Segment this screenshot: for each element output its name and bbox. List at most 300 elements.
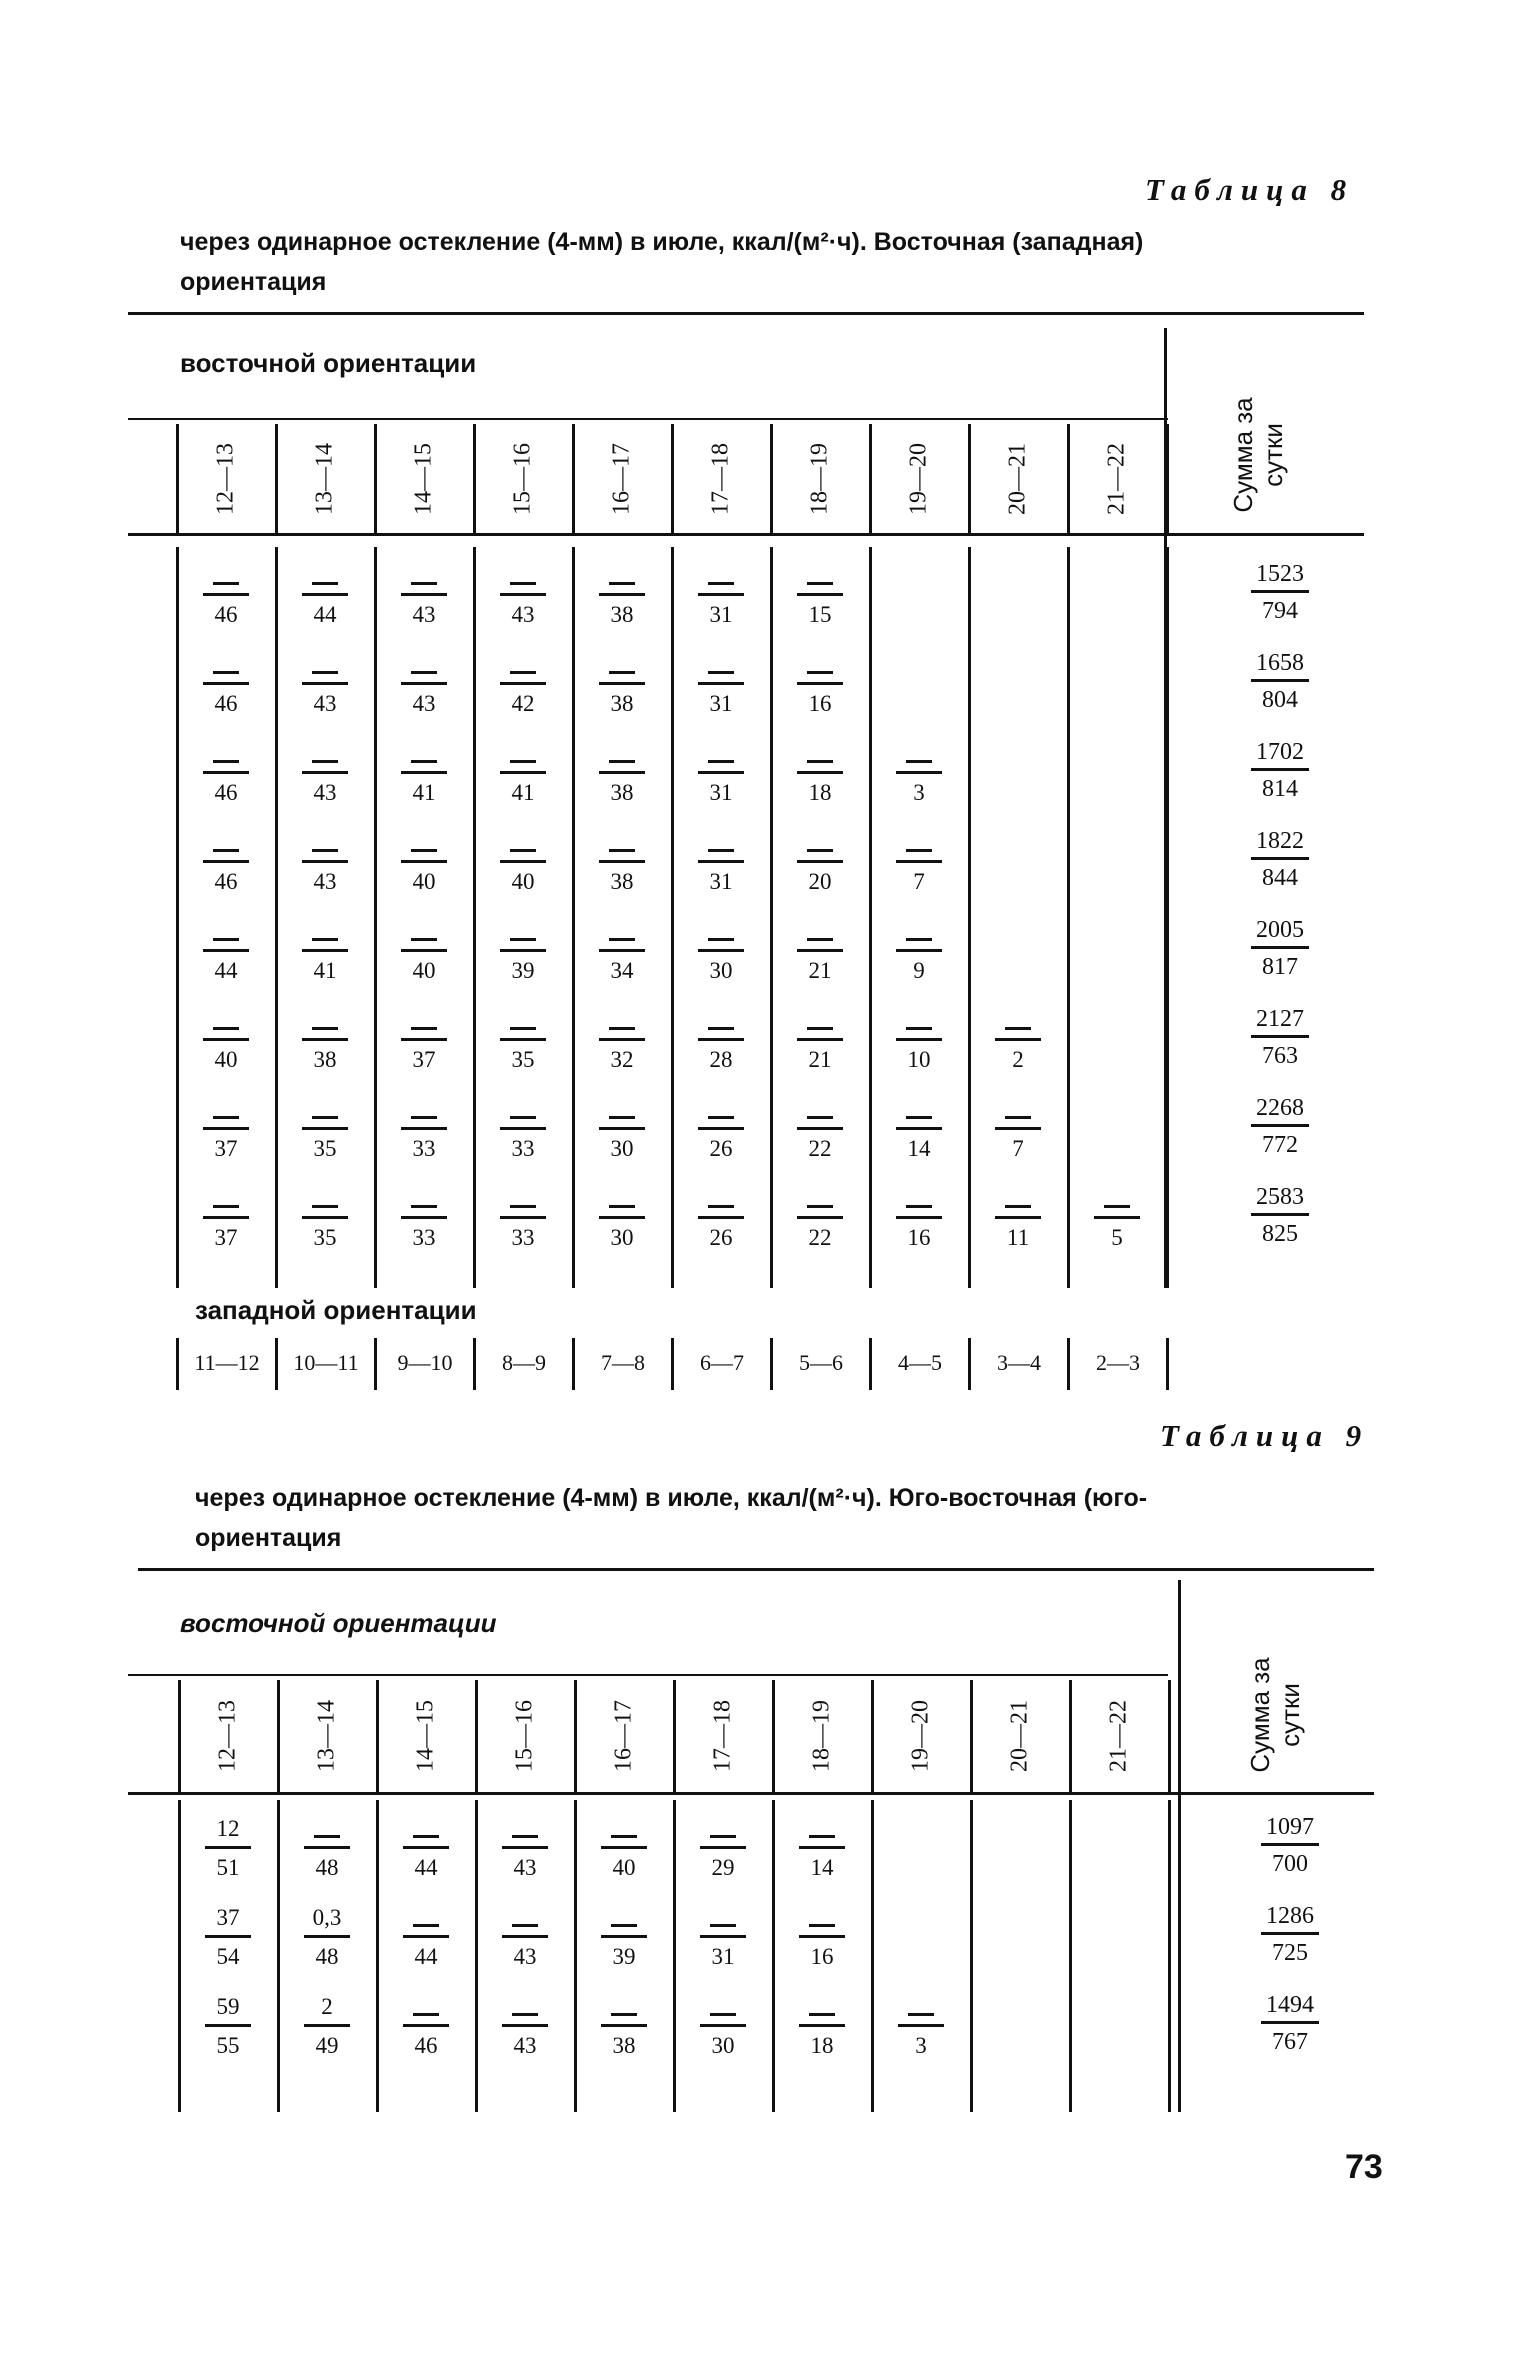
table-cell: [787, 1903, 857, 1972]
table-cell: [587, 1184, 657, 1253]
sum-column-divider: [1178, 1580, 1181, 2112]
dash-mark: [609, 1116, 635, 1119]
column-divider: [673, 1680, 676, 1792]
dash-mark: [708, 1027, 734, 1030]
cell-value: 46: [214, 691, 238, 716]
dash-mark: [809, 1924, 835, 1927]
table-cell: [587, 650, 657, 719]
cell-top-value: [688, 1992, 758, 2022]
cell-value: 9: [913, 958, 925, 983]
cell-value: 40: [612, 1855, 636, 1880]
table-cell: [389, 1095, 459, 1164]
cell-value: 38: [313, 1047, 337, 1072]
dash-mark: [708, 582, 734, 585]
cell-top-value: [191, 739, 261, 769]
cell-value: 42: [511, 691, 535, 716]
hour-header: [495, 1682, 555, 1790]
cell-value: 44: [313, 602, 337, 627]
cell-value: 44: [214, 958, 238, 983]
table-cell: [589, 1903, 659, 1972]
table-cell: [191, 917, 261, 986]
dash-mark: [510, 760, 536, 763]
column-divider: [1067, 547, 1070, 1288]
cell-value: 14: [907, 1136, 931, 1161]
cell-value: 33: [412, 1136, 436, 1161]
table-cell: [686, 1095, 756, 1164]
table-cell: [785, 917, 855, 986]
cell-value: 46: [214, 602, 238, 627]
fraction-bar: [599, 682, 645, 685]
cell-value: 37: [214, 1136, 238, 1161]
cell-value: 43: [513, 1944, 537, 1969]
table-cell: [983, 1184, 1053, 1253]
table-cell: [191, 828, 261, 897]
hour-header-label: 16—17: [610, 1700, 637, 1772]
column-divider: [473, 424, 476, 533]
fraction-bar: [203, 1127, 249, 1130]
fraction-bar: [403, 1935, 449, 1938]
cell-value: 44: [414, 1855, 438, 1880]
cell-value: 46: [214, 780, 238, 805]
column-divider: [869, 424, 872, 533]
cell-top-value: [884, 1184, 954, 1214]
dash-mark: [512, 1924, 538, 1927]
table-cell: [884, 1184, 954, 1253]
table-cell: [1082, 1184, 1152, 1253]
table8-title: Таблица 8: [1145, 172, 1355, 207]
cell-value: 30: [610, 1225, 634, 1250]
fraction-bar: [1251, 1213, 1309, 1216]
cell-top-value: [389, 1095, 459, 1125]
hour-header-label: 13—14: [311, 442, 338, 515]
cell-value: 10: [907, 1047, 931, 1072]
dash-mark: [510, 1205, 536, 1208]
cell-value: 30: [610, 1136, 634, 1161]
daily-sum: [1230, 915, 1330, 982]
table-cell: [490, 1814, 560, 1883]
west-divider: [671, 1338, 674, 1390]
hour-header-label: 16—17: [608, 442, 635, 515]
table-cell: [290, 650, 360, 719]
table-cell: [983, 1006, 1053, 1075]
dash-mark: [510, 849, 536, 852]
dash-mark: [710, 1835, 736, 1838]
fraction-bar: [302, 949, 348, 952]
hour-header: [691, 426, 751, 531]
fraction-bar: [599, 1216, 645, 1219]
hour-header-label: 18—19: [806, 442, 833, 515]
table-cell: [688, 1903, 758, 1972]
cell-top-value: [191, 1006, 261, 1036]
fraction-bar: [799, 2024, 845, 2027]
cell-top-value: [785, 917, 855, 947]
hour-header: [295, 426, 355, 531]
dash-mark: [510, 1116, 536, 1119]
table-cell: [389, 1184, 459, 1253]
cell-value: 39: [612, 1944, 636, 1969]
dash-mark: [906, 938, 932, 941]
dash-mark: [611, 1924, 637, 1927]
cell-top-value: [587, 1006, 657, 1036]
fraction-bar: [302, 860, 348, 863]
sum-top-value: 2268: [1256, 1095, 1304, 1121]
cell-top-value: [488, 739, 558, 769]
table9-subheader-rule: [128, 1674, 1168, 1676]
sum-top-value: 2005: [1256, 917, 1304, 943]
west-hour-label: 5—6: [799, 1350, 843, 1375]
table-cell: [587, 739, 657, 808]
cell-value: 41: [412, 780, 436, 805]
cell-value: 21: [808, 1047, 832, 1072]
table-cell: [787, 1992, 857, 2061]
cell-top-value: [488, 1184, 558, 1214]
cell-value: 37: [412, 1047, 436, 1072]
table-cell: [193, 1992, 263, 2061]
sum-bottom-value: 814: [1262, 776, 1298, 802]
dash-mark: [312, 1116, 338, 1119]
table-cell: [389, 561, 459, 630]
dash-mark: [809, 1835, 835, 1838]
hour-header-label: 14—15: [412, 1700, 439, 1772]
table-cell: [983, 1095, 1053, 1164]
sum-top-value: 2127: [1256, 1006, 1304, 1032]
table-cell: [191, 1006, 261, 1075]
west-hour-label: 11—12: [194, 1350, 260, 1375]
cell-value: 43: [513, 2033, 537, 2058]
fraction-bar: [302, 771, 348, 774]
fraction-bar: [1251, 1035, 1309, 1038]
cell-top-value: [686, 1184, 756, 1214]
cell-top-value: [884, 1095, 954, 1125]
fraction-bar: [1261, 2021, 1319, 2024]
dash-mark: [710, 1924, 736, 1927]
column-divider: [671, 424, 674, 533]
column-divider: [176, 424, 179, 533]
daily-sum: [1230, 737, 1330, 804]
fraction-bar: [1251, 768, 1309, 771]
cell-top-value: [785, 1095, 855, 1125]
hour-header: [297, 1682, 357, 1790]
table-cell: [292, 1992, 362, 2061]
west-divider: [572, 1338, 575, 1390]
fraction-bar: [401, 1038, 447, 1041]
table-cell: [785, 561, 855, 630]
cell-top-value: [785, 828, 855, 858]
west-hour-label: 9—10: [397, 1350, 453, 1375]
sum-bottom-value: 825: [1262, 1221, 1298, 1247]
dash-mark: [413, 1924, 439, 1927]
sum-bottom-value: 772: [1262, 1132, 1298, 1158]
table-cell: [290, 561, 360, 630]
west-divider: [1067, 1338, 1070, 1390]
dash-mark: [312, 1205, 338, 1208]
column-divider: [275, 547, 278, 1288]
fraction-bar: [599, 1038, 645, 1041]
table8-sum-header: Сумма за сутки: [1228, 397, 1288, 513]
cell-value: 43: [412, 691, 436, 716]
column-divider: [970, 1680, 973, 1792]
daily-sum: [1240, 1901, 1340, 1968]
fraction-bar: [401, 1216, 447, 1219]
table8-caption-line2: ориентация: [180, 268, 327, 296]
dash-mark: [807, 938, 833, 941]
west-hour-label: 2—3: [1096, 1350, 1140, 1375]
cell-value: 38: [610, 691, 634, 716]
cell-top-value: [290, 561, 360, 591]
daily-sum: [1240, 1812, 1340, 1879]
cell-value: 40: [511, 869, 535, 894]
fraction-bar: [1251, 1124, 1309, 1127]
cell-value: 43: [313, 869, 337, 894]
column-divider: [572, 547, 575, 1288]
cell-value: 16: [808, 691, 832, 716]
cell-top-value: [787, 1903, 857, 1933]
sum-bottom-value: 804: [1262, 687, 1298, 713]
fraction-bar: [1251, 590, 1309, 593]
fraction-bar: [1251, 679, 1309, 682]
fraction-bar: [698, 860, 744, 863]
cell-top-value: [290, 828, 360, 858]
table-cell: [686, 917, 756, 986]
hour-header: [889, 426, 949, 531]
cell-top-value: [490, 1903, 560, 1933]
cell-top-value: [587, 650, 657, 680]
fraction-bar: [896, 1127, 942, 1130]
cell-value: 41: [511, 780, 535, 805]
cell-value: 33: [511, 1136, 535, 1161]
dash-mark: [708, 1116, 734, 1119]
sum-top-value: 1097: [1266, 1814, 1314, 1840]
fraction-bar: [1251, 857, 1309, 860]
fraction-bar: [896, 771, 942, 774]
sum-top-value: 1822: [1256, 828, 1304, 854]
fraction-bar: [203, 1216, 249, 1219]
hour-header: [493, 426, 553, 531]
cell-top-value: [983, 1184, 1053, 1214]
table8-header-bottom-rule: [128, 533, 1364, 536]
west-divider: [968, 1338, 971, 1390]
table-cell: [686, 650, 756, 719]
fraction-bar: [995, 1127, 1041, 1130]
daily-sum: [1230, 559, 1330, 626]
table-cell: [389, 739, 459, 808]
cell-top-value: [290, 650, 360, 680]
cell-top-value: [589, 1814, 659, 1844]
cell-top-value: [688, 1814, 758, 1844]
sum-bottom-value: 725: [1272, 1940, 1308, 1966]
fraction-bar: [797, 949, 843, 952]
cell-value: 38: [612, 2033, 636, 2058]
dash-mark: [213, 760, 239, 763]
cell-value: 26: [709, 1136, 733, 1161]
column-divider: [968, 424, 971, 533]
cell-value: 31: [711, 1944, 735, 1969]
table-cell: [488, 739, 558, 808]
sum-top-value: 1658: [1256, 650, 1304, 676]
fraction-bar: [698, 949, 744, 952]
cell-value: 22: [808, 1136, 832, 1161]
table8-caption-line1: через одинарное остекление (4-мм) в июле, ккал/(м²·ч). Восточная (западная): [180, 228, 1144, 256]
cell-top-value: [290, 1006, 360, 1036]
table-cell: [391, 1992, 461, 2061]
cell-top-value: 0,3: [312, 1905, 342, 1930]
fraction-bar: [799, 1846, 845, 1849]
fraction-bar: [203, 682, 249, 685]
sum-top-value: 1523: [1256, 561, 1304, 587]
hour-header-label: 14—15: [410, 442, 437, 515]
dash-mark: [1104, 1205, 1130, 1208]
hour-header-label: 20—21: [1004, 442, 1031, 515]
dash-mark: [1005, 1116, 1031, 1119]
column-divider: [475, 1800, 478, 2112]
dash-mark: [312, 938, 338, 941]
dash-mark: [213, 671, 239, 674]
dash-mark: [708, 938, 734, 941]
table9-caption-line1: через одинарное остекление (4-мм) в июле, ккал/(м²·ч). Юго-восточная (юго-: [195, 1484, 1148, 1512]
dash-mark: [807, 671, 833, 674]
table-cell: [686, 1006, 756, 1075]
table9-sum-header: Сумма за сутки: [1245, 1657, 1305, 1773]
column-divider: [871, 1680, 874, 1792]
table-cell: [290, 1095, 360, 1164]
sum-bottom-value: 763: [1262, 1043, 1298, 1069]
fraction-bar: [1261, 1932, 1319, 1935]
dash-mark: [411, 849, 437, 852]
dash-mark: [611, 2013, 637, 2016]
table9-caption-line2: ориентация: [195, 1524, 342, 1552]
fraction-bar: [403, 1846, 449, 1849]
cell-top-value: [389, 828, 459, 858]
table-cell: [587, 1006, 657, 1075]
cell-value: 32: [610, 1047, 634, 1072]
column-divider: [772, 1680, 775, 1792]
table-cell: [389, 650, 459, 719]
cell-value: 40: [214, 1047, 238, 1072]
fraction-bar: [401, 771, 447, 774]
west-divider: [869, 1338, 872, 1390]
hour-header: [594, 1682, 654, 1790]
fraction-bar: [698, 1038, 744, 1041]
cell-value: 41: [313, 958, 337, 983]
cell-value: 7: [1012, 1136, 1024, 1161]
fraction-bar: [599, 593, 645, 596]
cell-top-value: [884, 1006, 954, 1036]
cell-top-value: [490, 1992, 560, 2022]
cell-top-value: [785, 650, 855, 680]
table-cell: [587, 1095, 657, 1164]
cell-value: 34: [610, 958, 634, 983]
cell-value: 44: [414, 1944, 438, 1969]
table-cell: [688, 1992, 758, 2061]
sum-bottom-value: 844: [1262, 865, 1298, 891]
fraction-bar: [797, 1216, 843, 1219]
fraction-bar: [401, 860, 447, 863]
fraction-bar: [995, 1216, 1041, 1219]
dash-mark: [1005, 1205, 1031, 1208]
cell-top-value: [884, 917, 954, 947]
cell-top-value: [785, 739, 855, 769]
cell-top-value: [389, 1184, 459, 1214]
fraction-bar: [304, 1846, 350, 1849]
table-cell: [686, 561, 756, 630]
dash-mark: [312, 582, 338, 585]
column-divider: [1069, 1680, 1072, 1792]
cell-top-value: [587, 1095, 657, 1125]
fraction-bar: [403, 2024, 449, 2027]
fraction-bar: [401, 1127, 447, 1130]
cell-value: 43: [313, 780, 337, 805]
dash-mark: [609, 671, 635, 674]
sum-top-value: 2583: [1256, 1184, 1304, 1210]
cell-top-value: [191, 1095, 261, 1125]
table-cell: [191, 1095, 261, 1164]
cell-value: 38: [610, 602, 634, 627]
cell-top-value: [290, 1095, 360, 1125]
cell-value: 33: [511, 1225, 535, 1250]
west-hour-label: 3—4: [997, 1350, 1041, 1375]
cell-value: 16: [810, 1944, 834, 1969]
column-divider: [178, 1680, 181, 1792]
column-divider: [671, 547, 674, 1288]
fraction-bar: [302, 593, 348, 596]
fraction-bar: [502, 1935, 548, 1938]
hour-header-label: 19—20: [907, 1700, 934, 1772]
fraction-bar: [500, 1216, 546, 1219]
table-cell: [785, 650, 855, 719]
cell-value: 16: [907, 1225, 931, 1250]
column-divider: [968, 547, 971, 1288]
hour-header-label: 12—13: [214, 1700, 241, 1772]
cell-top-value: [389, 917, 459, 947]
table-cell: [587, 561, 657, 630]
west-divider: [275, 1338, 278, 1390]
cell-top-value: [389, 650, 459, 680]
dash-mark: [906, 849, 932, 852]
table-cell: [292, 1814, 362, 1883]
fraction-bar: [896, 949, 942, 952]
sum-top-value: 1286: [1266, 1903, 1314, 1929]
hour-header-label: 21—22: [1103, 442, 1130, 515]
fraction-bar: [1261, 1843, 1319, 1846]
cell-top-value: [686, 1006, 756, 1036]
fraction-bar: [599, 949, 645, 952]
cell-value: 48: [315, 1944, 339, 1969]
hour-header-label: 15—16: [509, 442, 536, 515]
cell-top-value: [490, 1814, 560, 1844]
cell-value: 43: [511, 602, 535, 627]
cell-top-value: [886, 1992, 956, 2022]
cell-value: 31: [709, 602, 733, 627]
cell-top-value: [587, 828, 657, 858]
fraction-bar: [502, 2024, 548, 2027]
dash-mark: [413, 1835, 439, 1838]
fraction-bar: [599, 771, 645, 774]
west-divider: [770, 1338, 773, 1390]
dash-mark: [807, 760, 833, 763]
column-divider: [473, 547, 476, 1288]
cell-value: 43: [412, 602, 436, 627]
cell-top-value: [686, 828, 756, 858]
daily-sum: [1230, 1004, 1330, 1071]
cell-top-value: [391, 1814, 461, 1844]
cell-value: 11: [1006, 1225, 1030, 1250]
fraction-bar: [700, 1846, 746, 1849]
table-cell: [488, 1006, 558, 1075]
dash-mark: [906, 1116, 932, 1119]
hour-header-label: 17—18: [707, 442, 734, 515]
dash-mark: [213, 582, 239, 585]
table-cell: [290, 1184, 360, 1253]
